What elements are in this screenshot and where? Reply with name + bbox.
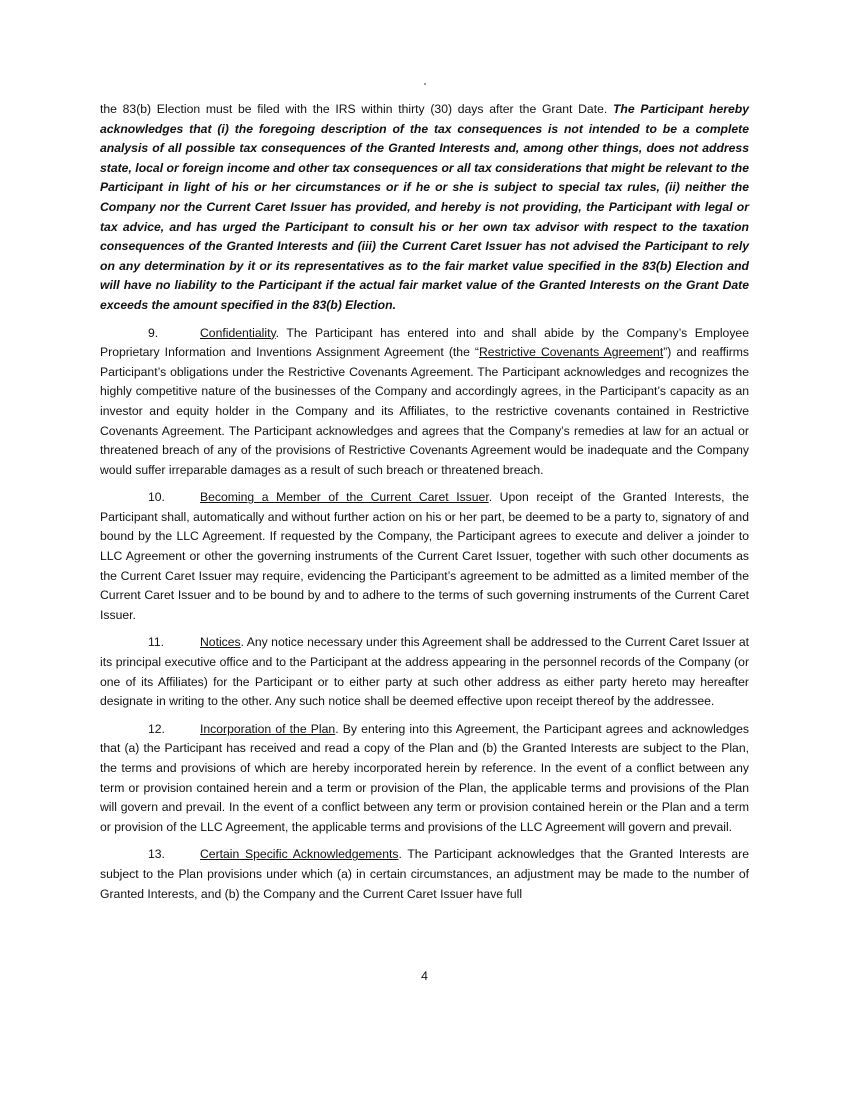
document-page — [100, 100, 749, 904]
intro-paragraph — [100, 100, 749, 316]
section-heading: Becoming a Member of the Current Caret Issuer — [200, 490, 489, 505]
section-text: . Any notice necessary under this Agreement shall be addressed to the Current Caret Issuer at its principal executive office and to the Participant at the address appearing in the personnel records of the Company (or one of its Affiliates) for the Participant or to either party at such other address as either party hereto may hereafter designate in writing to the other. Any such notice shall be deemed effective upon receipt thereof by the addressee. — [100, 635, 749, 709]
defined-term: Restrictive Covenants Agreement — [478, 345, 664, 360]
section-number: 9. — [148, 325, 159, 340]
section-heading: Incorporation of the Plan — [200, 721, 336, 736]
section-number: 13. — [148, 847, 165, 862]
section-heading: Notices — [200, 635, 241, 650]
section-text-continued: ”) and reaffirms Participant’s obligations under the Restrictive Covenants Agreement. The Participant acknowledges and recognizes the highly competitive nature of the businesses of the Company and accordingly agrees, in the Participant’s capacity as an investor and equity holder in the Company and its Affiliates, to the restrictive covenants contained in Restrictive Covenants Agreement. The Participant acknowledges and agrees that the Company’s remedies at law for an actual or threatened breach of any of the provisions of Restrictive Covenants Agreement would be inadequate and the Company would suffer irreparable damages as a result of such breach or threatened breach. — [100, 345, 750, 477]
section-text: . The Participant acknowledges that the Granted Interests are subject to the Plan provisions under which (a) in certain circumstances, an adjustment may be made to the number of Granted Interests, and (b) the Company and the Current Caret Issuer have full — [100, 847, 749, 901]
tax-acknowledgement-text: The Participant hereby acknowledges that (i) the foregoing description of the tax consequences is not intended to be a complete analysis of all possible tax consequences of the Granted Interests and, among other things, does not address state, local or foreign income and other tax consequences or all tax considerations that might be relevant to the Participant in light of his or her circumstances or if he or she is subject to special tax rules, (ii) neither the Company nor the Current Caret Issuer has provided, and hereby is not providing, the Participant with legal or tax advice, and has urged the Participant to consult his or her own tax advisor with respect to the taxation consequences of the Granted Interests and (iii) the Current Caret Issuer has not advised the Participant to rely on any determination by it or its representatives as to the fair market value specified in the 83(b) Election and will have no liability to the Participant if the actual fair market value of the Granted Interests on the Grant Date exceeds the amount specified in the 83(b) Election. — [100, 102, 750, 312]
section-text: . The Participant has entered into and shall abide by the Company’s Employee Proprietary Information and Inventions Assignment Agreement (the “ — [100, 325, 749, 360]
section-9-confidentiality — [100, 324, 749, 481]
section-number: 12. — [148, 721, 165, 736]
section-number: 11. — [148, 635, 165, 650]
section-11-notices — [100, 633, 749, 711]
section-10-membership — [100, 488, 749, 625]
section-13-acknowledgements — [100, 845, 749, 904]
section-heading: Certain Specific Acknowledgements — [200, 847, 399, 862]
stray-mark — [424, 83, 426, 85]
section-heading: Confidentiality — [200, 325, 276, 340]
section-text: . Upon receipt of the Granted Interests, the Participant shall, automatically and without further action on his or her part, be deemed to be a party to, signatory of and bound by the LLC Agreement. If requested by the Company, the Participant agrees to execute and deliver a joinder to LLC Agreement or other the governing instruments of the Current Caret Issuer, together with such other documents as the Current Caret Issuer may require, evidencing the Participant’s agreement to be admitted as a limited member of the Current Caret Issuer and to be bound by and to adhere to the terms of such governing instruments of the Current Caret Issuer. — [100, 490, 750, 622]
section-text: . By entering into this Agreement, the Participant agrees and acknowledges that (a) the Participant has received and read a copy of the Plan and (b) the Granted Interests are subject to the Plan, the terms and provisions of which are hereby incorporated herein by reference. In the event of a conflict between any term or provision contained herein and a term or provision of the Plan, the applicable terms and provisions of the Plan will govern and prevail. In the event of a conflict between any term or provision contained herein or the Plan and a term or provision of the LLC Agreement, the applicable terms and provisions of the LLC Agreement will govern and prevail. — [100, 721, 750, 834]
section-12-incorporation-of-plan — [100, 720, 749, 838]
intro-plain-text: the 83(b) Election must be filed with the IRS within thirty (30) days after the Grant Date. — [100, 102, 613, 116]
page-number: 4 — [421, 969, 428, 983]
section-number: 10. — [148, 490, 165, 505]
